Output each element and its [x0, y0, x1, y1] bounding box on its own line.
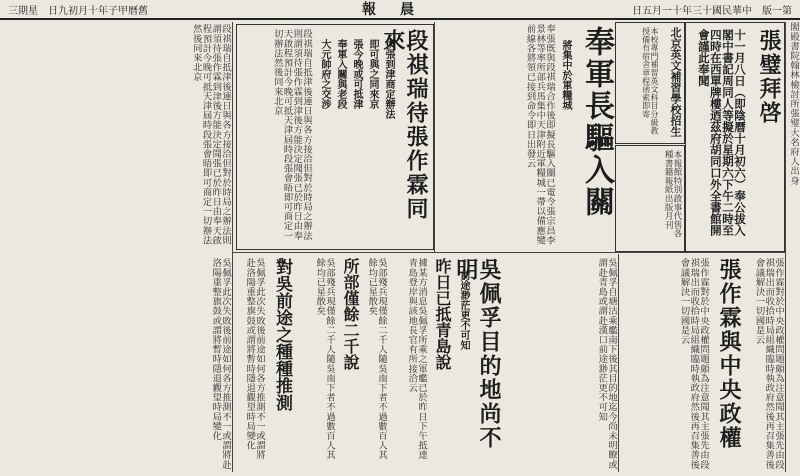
ad-notice-body: 本報館特別啟事代售各種書籍報紙出版月刊 [663, 150, 682, 238]
ad-zhang-bi-title: 張璧拜啓 [756, 29, 782, 125]
ad-english-school-title: 北京英文補習學校招生 [669, 27, 682, 137]
article-feng-body: 奉張既與段祺瑞合作後即擬長驅入關已電令張宗昌李景林等率所部兵馬集中天津附近軍糧城一帶以備應變前線各將領已接到命令即日出發云 [524, 24, 555, 245]
article-feng-headline: 奉軍長驅入關 [579, 26, 614, 218]
masthead-date-right: 日五月一十年三十國民華中 版一第 [632, 5, 792, 17]
article-feng-subhead: 將集中於軍糧城 [560, 40, 571, 110]
article-duan [236, 24, 434, 250]
article-duan-subhead-5: 大元帥府之交涉 [319, 39, 330, 109]
article-duan-subhead-1: 俟張到津商定辦法 [383, 39, 394, 119]
article-duan-headline: 段祺瑞待張作霖同來 [379, 29, 429, 221]
article-left-top-body: 段祺瑞自抵津後連日與各方接洽但對於時局之辦法則謂須待張作霖到津後方能決定聞張已於昨日由奉天啟程預計今晚可抵天津屆時段張會晤即可商定一切辦法然後同來北京 [190, 24, 231, 245]
ad-english-school-body: 本校專門補習英文科目分級教授備有宿舍章程函索即寄 [641, 27, 659, 135]
right-edge-text: 閣殿書院翰林檢討所張璧大名府人出身 [788, 22, 799, 186]
article-wu-body: 吳佩孚自塘沽乘艦南下後其目的地迄今尚未明瞭或謂赴青島或謂赴漢口前途渺茫更不可知 [596, 258, 617, 470]
article-duan-subhead-3: 張今晚或可抵津 [351, 39, 362, 109]
article-zhang-central-headline: 張作霖與中央政權 [716, 258, 742, 450]
ad-zhang-bi-body: 十一月八日（即陰曆十月初六）奉公拔入閣中書記周同人等擬於星期六下午二時至四時在西單牌樓迺茲府胡同口外全書館開會謹此奉聞 [696, 29, 747, 236]
ad-notice [615, 145, 685, 252]
article-duan-body: 段祺瑞自抵津後連日與各方接洽但對於時局之辦法則謂須待張作霖到津後方能決定聞張已於昨日由奉天啟程預計今晚可抵天津屆時段張會晤即可商定一切辦法然後同來北京 [271, 29, 312, 241]
article-troops-body: 吳部殘兵現僅餘二千人隨吳南下者不過數百人其餘均已星散矣 [314, 258, 335, 460]
article-wu-way-headline: 對吳前途之種種推測 [272, 258, 292, 411]
ad-zhang-bi [685, 22, 785, 252]
article-left-bottom-body: 吳佩孚此次失敗後前途如何各方推測不一或謂將赴洛陽重整旗鼓或謂將暫時隱退觀望時局變化 [210, 258, 231, 470]
masthead [0, 0, 800, 20]
article-zhang-central-body: 張作霖對於中央政權問題頗為注意聞其主張先由段祺瑞出而收拾時局組織臨時執政府然後再召集善後會議解決一切國是云 [678, 258, 709, 470]
article-qingdao-headline: 昨日已抵青島說 [433, 258, 452, 370]
article-zhang-central-body-cont: 張作霖對於中央政權問題頗為注意聞其主張先由段祺瑞出而收拾時局組織臨時執政府然後再召集善後會議解決一切國是云 [753, 258, 784, 470]
masthead-date-left: 三期星 日九初月十年子甲曆舊 [8, 5, 148, 17]
article-wu-headline: 吳佩孚目的地尚不明 [452, 258, 502, 450]
article-duan-subhead-2: 即可與之同來京 [367, 39, 378, 109]
masthead-title: 報晨 [362, 2, 438, 18]
article-troops-body-cont: 吳部殘兵現僅餘二千人隨吳南下者不過數百人其餘均已星散矣 [366, 258, 387, 460]
article-troops-headline: 所部僅餘二千說 [341, 258, 360, 370]
article-wu-subhead: 前途渺茫更不可知 [458, 270, 469, 350]
article-qingdao-body: 據某方消息吳佩孚所乘之軍艦已於昨日下午抵達青島登岸與該地長官有所接洽云 [406, 258, 427, 460]
article-duan-subhead-4: 奉軍入關與老段 [335, 39, 346, 109]
article-wu-way-body: 吳佩孚此次失敗後前途如何各方推測不一或謂將赴洛陽重整旗鼓或謂將暫時隱退觀望時局變化 [244, 258, 265, 460]
ad-english-school [615, 22, 685, 144]
